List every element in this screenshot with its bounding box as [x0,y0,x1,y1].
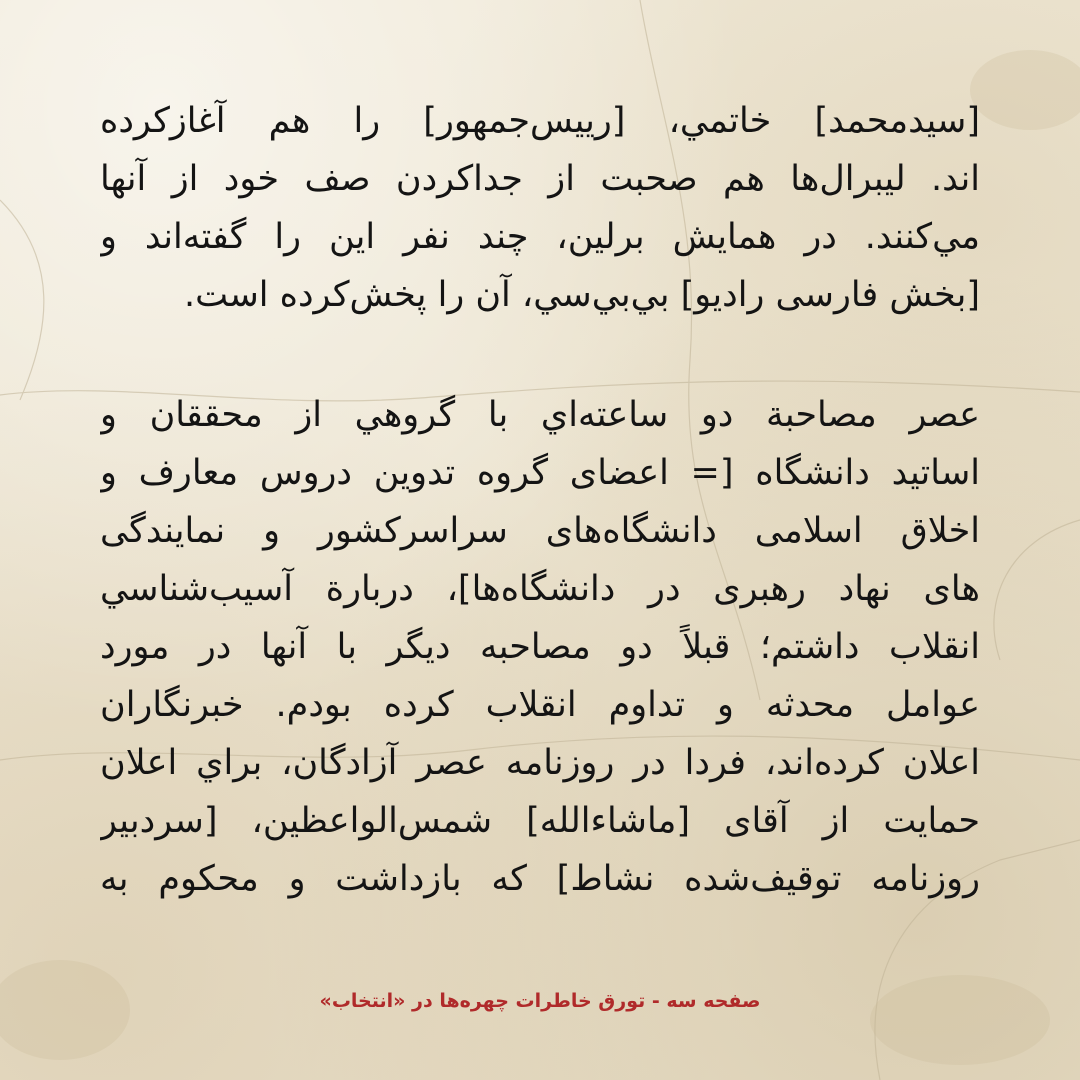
text-line: حمايت از آقای [ماشاءالله] شمس‌الواعظين، [سردبير [100,801,980,841]
text-line: اعلان كرده‌اند، فردا در روزنامه عصر آزادگان، براي اعلان [100,743,980,783]
text-line: [بخش فارسی رادیو] بي‌بي‌سي، آن را پخش‌كرده است. [183,275,980,315]
text-line: [سيدمحمد] خاتمي، [رييس‌جمهور] را هم آغازکرده [100,101,980,141]
text-line: روزنامه توقيف‌شده نشاط] كه بازداشت و محكوم به [100,859,980,899]
text-line: مي‌كنند. در همايش برلين، چند نفر اين را گفته‌اند و [100,217,980,257]
text-line: انقلاب داشتم؛ قبلاً دو مصاحبه ديگر با آنها در مورد [100,627,980,667]
paragraph-2 [100,386,980,908]
text-line: اساتید دانشگاه [= اعضای گروه تدوین دروس معارف و [100,453,980,493]
paragraph-1 [100,92,980,324]
text-line: های نهاد رهبری در دانشگاه‌ها]، دربارة آسيب‌شناسي [100,569,980,609]
text-line: اخلاق اسلامی دانشگاه‌های سراسرکشور و نمایندگی [100,511,980,551]
text-line: عوامل محدثه و تداوم انقلاب كرده بودم. خبرنگاران [100,685,980,725]
text-line: عصر مصاحبة دو ساعته‌اي با گروهي از محققان و [100,395,980,435]
footer-caption: صفحه سه - تورق خاطرات چهره‌ها در «انتخاب» [319,990,761,1012]
article-body [100,92,980,908]
text-line: اند. ليبرال‌ها هم صحبت از جداکردن صف خود از آنها [100,159,980,199]
paragraph-gap [100,324,980,386]
